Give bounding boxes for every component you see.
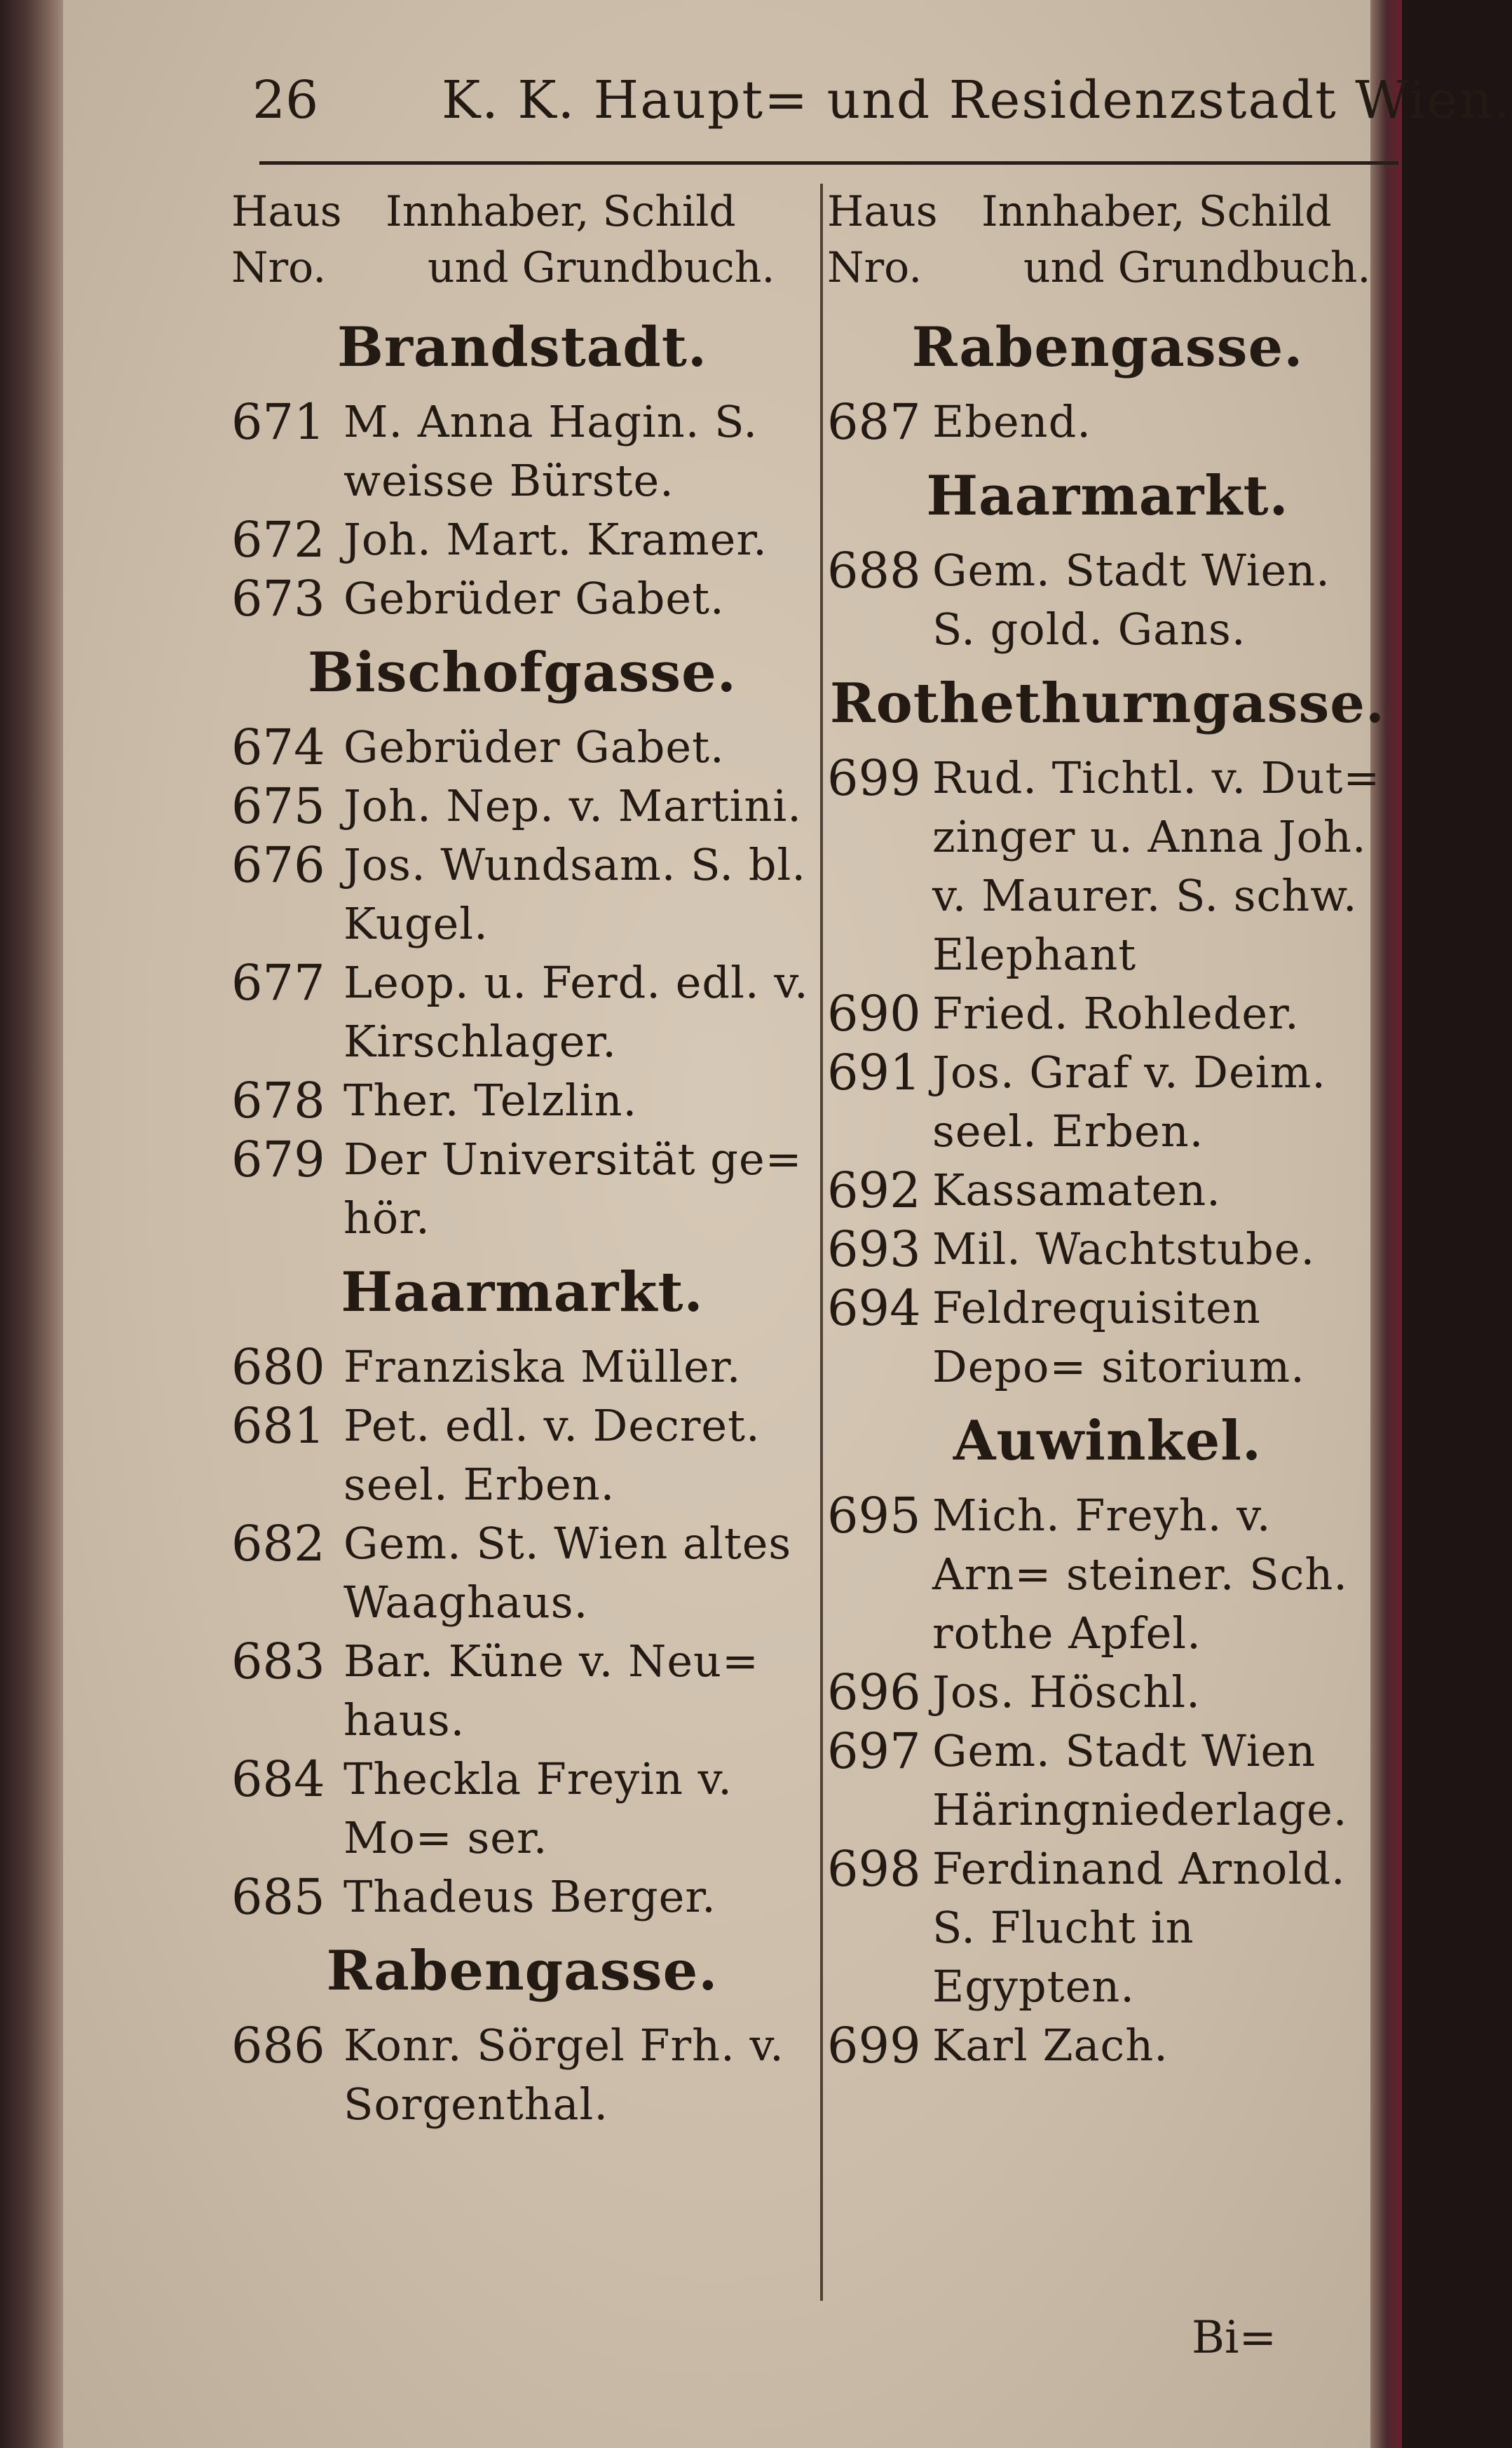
running-head: [189, 62, 1512, 139]
house-number: 699: [827, 749, 921, 807]
house-entry: [231, 393, 813, 510]
house-entry: [827, 1663, 1388, 1722]
owner-text: Franziska Müller.: [343, 1341, 742, 1392]
book-spine-edge: [0, 0, 63, 2448]
house-number: 683: [231, 1633, 325, 1690]
house-number: 685: [231, 1868, 325, 1926]
street-heading: Rabengasse.: [911, 315, 1304, 379]
owner-text: Thadeus Berger.: [343, 1871, 716, 1922]
owner-text: Gem. Stadt Wien. S. gold. Gans.: [932, 545, 1330, 655]
house-number: 693: [827, 1220, 921, 1278]
house-entry: [827, 2016, 1388, 2075]
house-number: 690: [827, 985, 921, 1042]
owner-text: Jos. Graf v. Deim. seel. Erben.: [932, 1047, 1327, 1157]
owner-text: Leop. u. Ferd. edl. v. Kirschlager.: [343, 957, 809, 1067]
house-number: 688: [827, 542, 921, 599]
header-innhaber: Innhaber, Schild: [981, 187, 1332, 236]
house-number: 679: [231, 1131, 325, 1188]
house-entry: [827, 1722, 1388, 1840]
house-number: 696: [827, 1664, 921, 1721]
owner-text: Karl Zach.: [932, 2020, 1169, 2071]
house-entry: [231, 836, 813, 953]
house-entry: [231, 718, 813, 777]
house-entry: [827, 1220, 1388, 1279]
owner-text: Jos. Höschl.: [932, 1666, 1201, 1718]
house-number: 673: [231, 570, 325, 627]
running-title: K. K. Haupt= und Residenzstadt Wien.: [442, 70, 1512, 130]
house-number: 680: [231, 1338, 325, 1396]
house-number: 684: [231, 1750, 325, 1808]
house-entry: [827, 1043, 1388, 1161]
left-column: [231, 184, 813, 2392]
owner-text: Jos. Wundsam. S. bl. Kugel.: [343, 839, 807, 949]
header-grundbuch: und Grundbuch.: [428, 243, 775, 292]
owner-text: Gem. St. Wien altes Waaghaus.: [343, 1518, 792, 1628]
house-number: 695: [827, 1487, 921, 1544]
owner-text: Pet. edl. v. Decret. seel. Erben.: [343, 1400, 761, 1510]
owner-text: Bar. Küne v. Neu= haus.: [343, 1636, 759, 1746]
right-column: [827, 184, 1388, 2392]
house-number: 676: [231, 836, 325, 894]
house-entry: [231, 569, 813, 628]
header-nro: Nro.: [827, 243, 922, 292]
house-entry: [231, 2016, 813, 2134]
house-number: 674: [231, 719, 325, 776]
house-entry: [827, 984, 1388, 1043]
house-number: 692: [827, 1162, 921, 1219]
owner-text: Fried. Rohleder.: [932, 988, 1300, 1039]
header-rule: [259, 161, 1398, 165]
owner-text: Mich. Freyh. v. Arn= steiner. Sch. rothe Apfel.: [932, 1490, 1348, 1659]
house-entry: [231, 1338, 813, 1396]
header-nro: Nro.: [231, 243, 327, 292]
house-entry: [231, 1750, 813, 1868]
house-number: 698: [827, 1840, 921, 1898]
street-heading: Haarmarkt.: [341, 1260, 704, 1324]
owner-text: Gebrüder Gabet.: [343, 573, 725, 624]
owner-text: Ebend.: [932, 396, 1091, 447]
street-heading: Brandstadt.: [336, 315, 708, 379]
header-haus: Haus: [827, 187, 938, 236]
owner-text: Theckla Freyin v. Mo= ser.: [343, 1753, 733, 1863]
owner-text: Gem. Stadt Wien Häringniederlage.: [932, 1725, 1348, 1835]
owner-text: Gebrüder Gabet.: [343, 721, 725, 773]
house-entry: [827, 1161, 1388, 1220]
owner-text: Kassamaten.: [932, 1164, 1221, 1216]
house-entry: [827, 393, 1388, 451]
book-page: [63, 0, 1512, 2448]
owner-text: Der Universität ge= hör.: [343, 1134, 803, 1244]
house-entry: [231, 777, 813, 836]
column-divider: [820, 184, 823, 2301]
house-number: 697: [827, 1722, 921, 1780]
street-heading: Rabengasse.: [326, 1939, 718, 2003]
house-entry: [231, 953, 813, 1071]
owner-text: Ferdinand Arnold. S. Flucht in Egypten.: [932, 1843, 1346, 2012]
street-heading: Bischofgasse.: [308, 641, 737, 705]
house-entry: [827, 1486, 1388, 1663]
house-entry: [231, 1396, 813, 1514]
house-number: 677: [231, 954, 325, 1012]
house-entry: [231, 1071, 813, 1130]
house-number: 671: [231, 393, 325, 451]
header-innhaber: Innhaber, Schild: [386, 187, 736, 236]
owner-text: M. Anna Hagin. S. weisse Bürste.: [343, 396, 758, 506]
street-heading: Rothethurngasse.: [829, 672, 1386, 735]
house-number: 699: [827, 2017, 921, 2074]
owner-text: Joh. Mart. Kramer.: [343, 514, 768, 565]
house-entry: [827, 1279, 1388, 1396]
house-entry: [231, 510, 813, 569]
house-number: 682: [231, 1515, 325, 1572]
house-number: 672: [231, 511, 325, 569]
column-header-right: [827, 184, 1388, 303]
house-number: 691: [827, 1044, 921, 1101]
page-number: 26: [252, 70, 319, 130]
house-entry: [231, 1514, 813, 1632]
house-entry: [231, 1130, 813, 1248]
house-entry: [231, 1632, 813, 1750]
house-number: 686: [231, 2017, 325, 2074]
house-number: 678: [231, 1072, 325, 1129]
owner-text: Mil. Wachtstube.: [932, 1223, 1316, 1274]
header-grundbuch: und Grundbuch.: [1023, 243, 1371, 292]
header-haus: Haus: [231, 187, 342, 236]
house-number: 687: [827, 393, 921, 451]
left-entries: [231, 303, 813, 2134]
owner-text: Feldrequisiten Depo= sitorium.: [932, 1282, 1305, 1392]
owner-text: Konr. Sörgel Frh. v. Sorgenthal.: [343, 2020, 784, 2130]
house-entry: [827, 1840, 1388, 2016]
house-entry: [827, 749, 1388, 984]
street-heading: Auwinkel.: [953, 1409, 1262, 1473]
house-entry: [827, 541, 1388, 659]
catchword: Bi=: [1192, 2312, 1277, 2364]
column-header-left: [231, 184, 813, 303]
house-number: 681: [231, 1397, 325, 1455]
house-number: 675: [231, 777, 325, 835]
owner-text: Joh. Nep. v. Martini.: [343, 780, 802, 831]
house-entry: [231, 1868, 813, 1926]
right-entries: [827, 303, 1388, 2075]
house-number: 694: [827, 1279, 921, 1337]
street-heading: Haarmarkt.: [926, 464, 1289, 528]
owner-text: Rud. Tichtl. v. Dut= zinger u. Anna Joh. v. Maurer. S. schw. Elephant: [932, 752, 1381, 980]
owner-text: Ther. Telzlin.: [343, 1075, 638, 1126]
